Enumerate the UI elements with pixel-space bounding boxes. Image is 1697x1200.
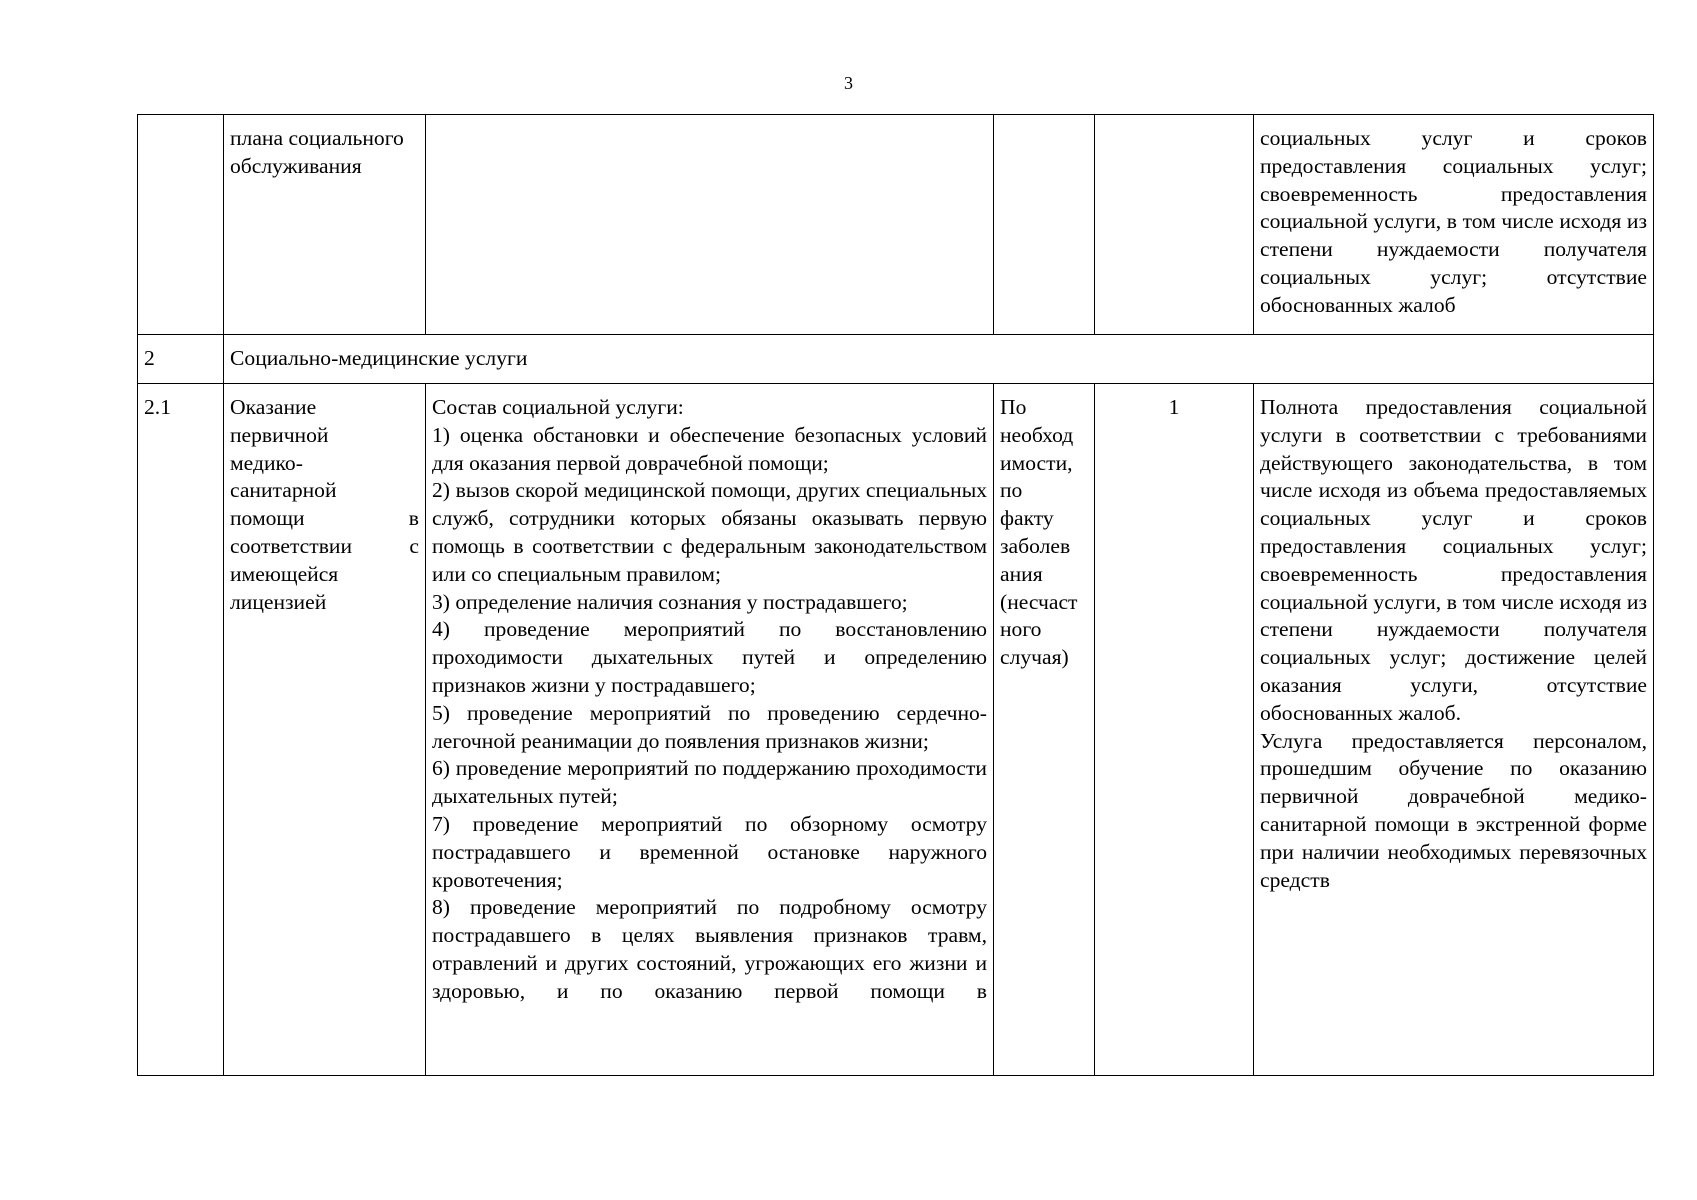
cell-criteria [1254, 115, 1654, 335]
service-name-line: помощи в [230, 506, 419, 531]
table-row-section [138, 335, 1654, 384]
composition-item: 3) определение наличия сознания у пострадавшего; [432, 589, 908, 614]
periodicity-line: заболев [1000, 533, 1071, 558]
cell-periodicity [994, 384, 1095, 1076]
cell-periodicity [994, 115, 1095, 335]
section-title: Социально-медицинские услуги [224, 335, 1654, 384]
composition-item: 7) проведение мероприятий по обзорному осмотру пострадавшего и временной остановке наружного кровотечения; [432, 811, 987, 892]
section-number: 2 [138, 335, 224, 384]
cell-service-name [224, 115, 426, 335]
service-name-text: плана социального обслуживания [230, 126, 404, 178]
service-name-line: лицензией [230, 589, 327, 614]
periodicity-line: (несчаст [1000, 589, 1078, 614]
volume-value: 1 [1168, 395, 1180, 419]
composition-item: 4) проведение мероприятий по восстановлению проходимости дыхательных путей и определению признаков жизни у пострадавшего; [432, 617, 987, 697]
cell-number [138, 115, 224, 335]
service-name-line: соответствии с [230, 533, 419, 558]
service-name-line: имеющейся [230, 561, 339, 586]
cell-composition [426, 384, 994, 1076]
composition-title: Состав социальной услуги: [432, 395, 684, 419]
composition-item: 1) оценка обстановки и обеспечение безопасных условий для оказания первой доврачебной помощи; [432, 422, 987, 475]
service-name-line: Оказание [230, 395, 317, 419]
composition-item: 8) проведение мероприятий по подробному осмотру пострадавшего в целях выявления признаков травм, отравлений и других состояний, угрожающих его жизни и здоровью, и по оказанию первой помощи в [432, 895, 987, 1003]
cell-service-name [224, 384, 426, 1076]
table-row-service [138, 384, 1654, 1076]
criteria-note: Услуга предоставляется персоналом, прошедшим обучение по оказанию первичной доврачебной медико-санитарной помощи в экстренной форме при наличии необходимых перевязочных средств [1260, 728, 1647, 892]
periodicity-line: ания [1000, 561, 1043, 586]
composition-item: 6) проведение мероприятий по поддержанию проходимости дыхательных путей; [432, 756, 987, 809]
periodicity-line: ного [1000, 617, 1042, 642]
service-number: 2.1 [138, 384, 224, 1076]
services-table [137, 114, 1654, 1076]
periodicity-line: необход [1000, 422, 1074, 447]
service-name-line: санитарной [230, 478, 337, 503]
cell-criteria [1254, 384, 1654, 1076]
service-name-line: первичной [230, 422, 329, 447]
periodicity-line: по [1000, 478, 1023, 503]
periodicity-line: По [1000, 395, 1027, 419]
criteria-text: Полнота предоставления социальной услуги в соответствии с требованиями действующего законодательства, в том числе исходя из объема предоставляемых социальных услуг и сроков предоставления социальных услуг; своевременность предоставления социальной услуги, в том числе исходя из степени нуждаемости получателя социальных услуг; достижение целей оказания услуги, отсутствие обоснованных жалоб. [1260, 395, 1647, 725]
table-row-continuation [138, 115, 1654, 335]
criteria-text: социальных услуг и сроков предоставления социальных услуг; своевременность предоставления социальной услуги, в том числе исходя из степени нуждаемости получателя социальных услуг; отсутствие обоснованных жалоб [1260, 126, 1647, 317]
cell-volume [1095, 115, 1254, 335]
periodicity-line: имости, [1000, 450, 1073, 475]
composition-item: 5) проведение мероприятий по проведению сердечно-легочной реанимации до появления признаков жизни; [432, 700, 987, 753]
page-number: 3 [844, 73, 853, 93]
cell-composition [426, 115, 994, 335]
composition-item: 2) вызов скорой медицинской помощи, других специальных служб, сотрудники которых обязаны оказывать первую помощь в соответствии с федеральным законодательством или со специальным правилом; [432, 478, 987, 586]
periodicity-line: факту [1000, 506, 1054, 531]
periodicity-line: случая) [1000, 645, 1069, 670]
cell-volume [1095, 384, 1254, 1076]
service-name-line: медико- [230, 450, 303, 475]
